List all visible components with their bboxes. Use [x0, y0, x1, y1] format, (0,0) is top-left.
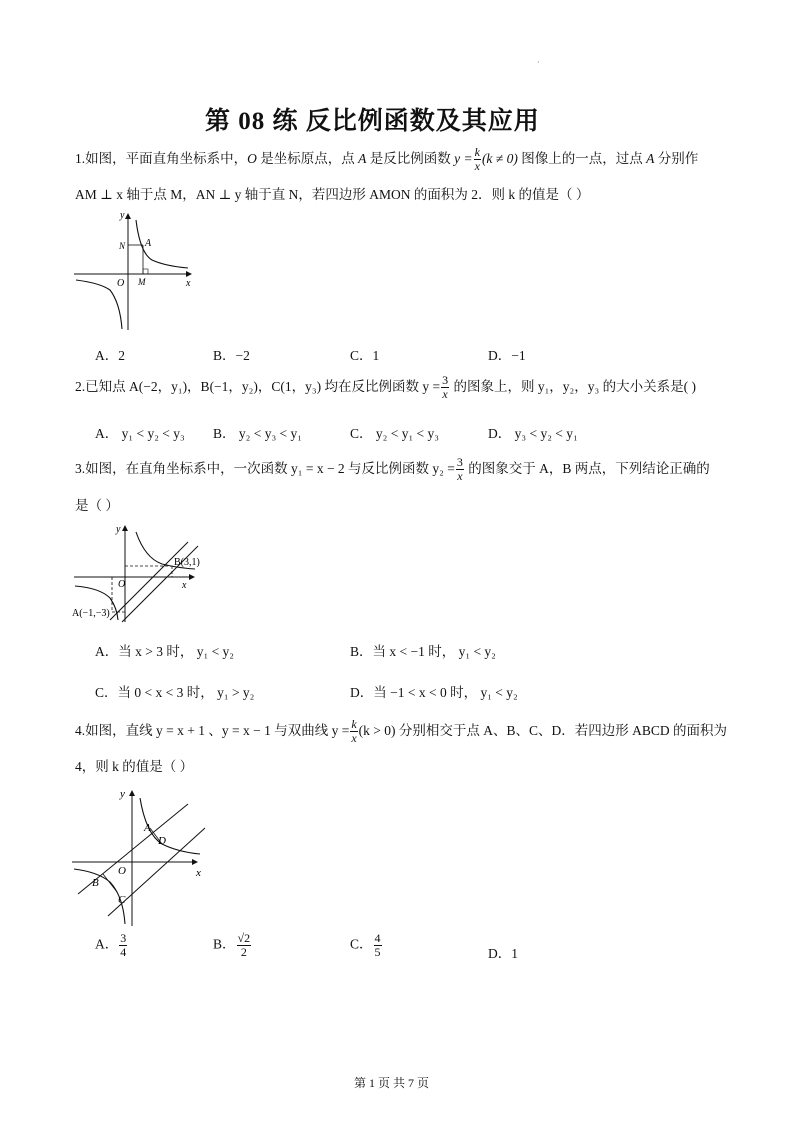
label-n: N	[119, 241, 126, 251]
q4-option-b: B． $\frac{√2}{2}$	[213, 931, 251, 959]
right-angle-mark	[143, 269, 148, 274]
q1-option-b: B．−2	[213, 348, 250, 363]
label-b: B	[92, 877, 99, 889]
question-1-line-1: 1.如图，平面直角坐标系中，O 是坐标原点，点 A 是反比例函数 y = $\frac{k}{x}$ (k ≠ 0) 图像上的一点，过点 A 分别作	[75, 145, 699, 174]
y-axis-arrow	[125, 213, 131, 219]
x-axis-arrow	[192, 859, 198, 865]
q4-option-d: D．1	[488, 946, 518, 961]
label-y: y	[120, 788, 125, 800]
page-footer: 第 1 页 共 7 页	[354, 1076, 430, 1090]
fraction-k-over-x: $\frac{k}{x}$	[351, 717, 357, 746]
label-c: C	[118, 894, 126, 906]
label-d: D	[158, 835, 166, 847]
q4-option-c: C． $\frac{4}{5}$	[350, 931, 381, 959]
q1-option-c: C．1	[350, 348, 380, 363]
q2-option-c: C． y₂ < y₁ < y₃	[350, 426, 439, 441]
label-o: O	[118, 579, 126, 590]
header-mark: ·	[537, 58, 540, 67]
fraction-sqrt2-over-2: $\frac{√2}{2}$	[237, 931, 251, 959]
question-1-line-2: AM ⊥ x 轴于点 M，AN ⊥ y 轴于直 N，若四边形 AMON 的面积为 2．则 k 的值是（ ）	[75, 187, 590, 202]
segment-bc	[103, 874, 117, 892]
label-y: y	[116, 524, 121, 535]
label-y: y	[120, 210, 125, 221]
y-axis-arrow	[122, 525, 128, 531]
q1-option-a: A．2	[95, 348, 125, 363]
q2-option-d: D． y₃ < y₂ < y₁	[488, 426, 578, 441]
q2-option-a: A． y₁ < y₂ < y₃	[95, 426, 185, 441]
label-o: O	[118, 865, 126, 877]
question-4-line-2: 4，则 k 的值是（ ）	[75, 759, 194, 774]
label-x: x	[196, 867, 201, 879]
question-3-line-1: 3.如图，在直角坐标系中，一次函数 y₁ = x − 2 与反比例函数 y₂ = $\frac{3}{x}$ 的图象交于 A，B 两点，下列结论正确的	[75, 455, 710, 484]
fraction-k-over-x: $\frac{k}{x}$	[474, 145, 480, 174]
question-2-line-1: 2.已知点 A(−2，y₁)，B(−1，y₂)，C(1，y₃) 均在反比例函数 y = $\frac{3}{x}$ 的图象上，则 y₁，y₂，y₃ 的大小关系是( )	[75, 373, 696, 402]
question-1-graph	[70, 208, 200, 334]
q4-option-a: A． $\frac{3}{4}$	[95, 931, 127, 959]
q3-option-b: B．当 x < −1 时， y₁ < y₂	[350, 644, 496, 659]
q2-option-b: B． y₂ < y₃ < y₁	[213, 426, 302, 441]
label-o: O	[117, 278, 125, 289]
q3-option-a: A．当 x > 3 时， y₁ < y₂	[95, 644, 235, 659]
label-x: x	[186, 278, 191, 289]
question-3-graph	[70, 520, 205, 624]
question-4-graph	[70, 784, 210, 929]
fraction-3-over-x: $\frac{3}{x}$	[456, 455, 463, 484]
hyperbola-branch-3	[76, 278, 125, 329]
label-a: A(−1,−3)	[72, 608, 110, 619]
hyperbola-branch-1	[136, 220, 188, 268]
x-axis-arrow	[189, 574, 195, 580]
fraction-4-over-5: $\frac{4}{5}$	[374, 931, 381, 959]
fraction-3-over-4: $\frac{3}{4}$	[120, 931, 127, 959]
x-axis-arrow	[186, 271, 192, 277]
label-x: x	[182, 580, 187, 591]
y-axis-arrow	[129, 790, 135, 796]
question-3-line-2: 是（ ）	[75, 498, 119, 513]
question-4-line-1: 4.如图，直线 y = x + 1 、y = x − 1 与双曲线 y = $\frac{k}{x}$ (k > 0) 分别相交于点 A、B、C、D．若四边形 ABCD 的面积为	[75, 717, 728, 746]
q3-option-d: D．当 −1 < x < 0 时， y₁ < y₂	[350, 685, 518, 700]
q1-option-d: D．−1	[488, 348, 526, 363]
label-a: A	[145, 238, 152, 249]
label-a: A	[144, 822, 151, 834]
page-title: 第 08 练 反比例函数及其应用	[205, 108, 540, 135]
q3-option-c: C．当 0 < x < 3 时， y₁ > y₂	[95, 685, 255, 700]
label-b: B(3,1)	[174, 557, 200, 568]
fraction-3-over-x: $\frac{3}{x}$	[442, 373, 449, 402]
label-m: M	[138, 277, 146, 287]
